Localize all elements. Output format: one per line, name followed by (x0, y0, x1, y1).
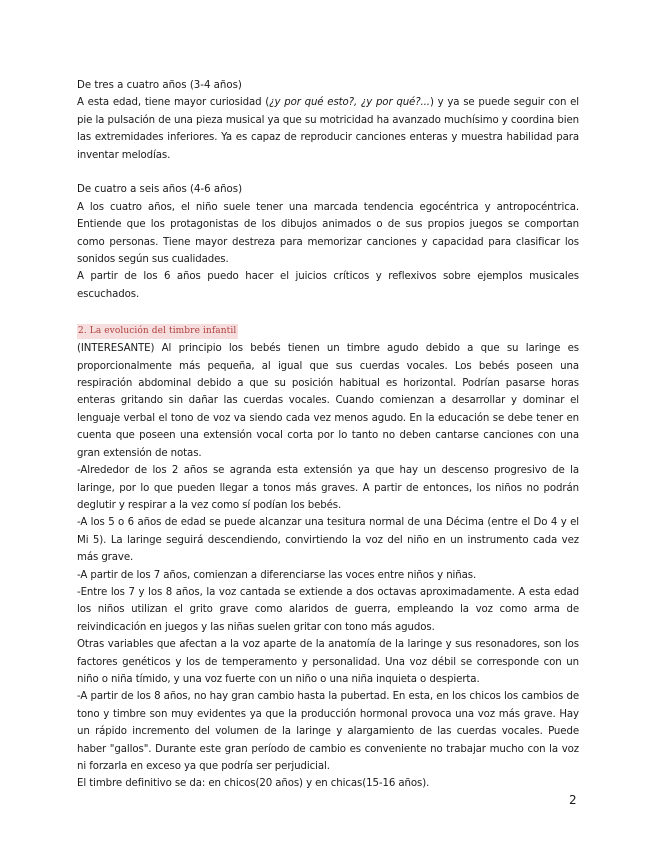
section-heading-wrapper (77, 318, 579, 340)
paragraph-four-six-years: A los cuatro años, el niño suele tener una marcada tendencia egocéntrica y antropocéntrica. Entiende que los protagonistas de los dibujos animados o de sus propios juegos se comportan como personas. Tiene mayor destreza para memorizar canciones y capacidad para clasificar los sonidos según sus cualidades. (77, 201, 579, 266)
text-segment: ) y ya se puede seguir con el pie la pulsación de una pieza musical ya que su motricidad ha avanzado muchísimo y coordina bien las extremidades inferiores. Ya es capaz de reproducir canciones enteras y muestra habilidad para inventar melodías. (77, 97, 579, 161)
text-segment: A esta edad, tiene mayor curiosidad ( (77, 97, 270, 109)
paragraph-timbre-intro: (INTERESANTE) Al principio los bebés tienen un timbre agudo debido a que su laringe es proporcionalmente más pequeña, al igual que sus cuerdas vocales. Los bebés poseen una respiración abdominal debido a que su posición habitual es horizontal. Podrían pasarse horas enteras gritando sin dañar las cuerdas vocales. Cuando comienzan a desarrollar y dominar el lenguaje verbal el tono de voz va siendo cada vez menos agudo. En la educación se debe tener en cuenta que poseen una extensión vocal corta por lo tanto no deben cantarse canciones con una gran extensión de notas. (77, 343, 579, 459)
paragraph-seven-years: -A partir de los 7 años, comienzan a diferenciarse las voces entre niños y niñas. (77, 569, 477, 581)
spacer (77, 164, 579, 181)
paragraph-definitive-timbre: El timbre definitivo se da: en chicos(20 años) y en chicas(15-16 años). (77, 778, 430, 790)
italic-question-text: ¿y por qué esto?, ¿y por qué?... (269, 97, 430, 109)
section-heading-timbre: 2. La evolución del timbre infantil (77, 324, 238, 339)
heading-four-six-years: De cuatro a seis años (4-6 años) (77, 184, 243, 196)
paragraph-eight-years-puberty: -A partir de los 8 años, no hay gran cambio hasta la pubertad. En esta, en los chicos los cambios de tono y timbre son muy evidentes ya que la producción hormonal provoca una voz más grave. Hay un rápido incremento del volumen de la laringe y alargamiento de las cuerdas vocales. Puede haber "gallos". Durante este gran período de cambio es conveniente no trabajar mucho con la voz ni forzarla en exceso ya que podría ser perjudicial. (77, 691, 579, 773)
heading-three-four-years: De tres a cuatro años (3-4 años) (77, 80, 242, 91)
spacer (77, 303, 579, 318)
document-page (77, 77, 579, 793)
paragraph-five-six-years: -A los 5 o 6 años de edad se puede alcanzar una tesitura normal de una Décima (entre el Do 4 y el Mi 5). La laringe seguirá descendiendo, convirtiendo la voz del niño en un instrumento cada vez más grave. (77, 517, 579, 564)
paragraph-six-years-critical: A partir de los 6 años puedo hacer el juicios críticos y reflexivos sobre ejemplos musicales escuchados. (77, 271, 579, 300)
page-number: 2 (569, 793, 577, 807)
paragraph-three-four-years (77, 94, 579, 164)
paragraph-other-variables: Otras variables que afectan a la voz aparte de la anatomía de la laringe y sus resonadores, son los factores genéticos y los de temperamento y personalidad. Una voz débil se corresponde con un niño o niña tímido, y una voz fuerte con un niño o una niña inquieta o despierta. (77, 639, 579, 685)
paragraph-two-years: -Alrededor de los 2 años se agranda esta extensión ya que hay un descenso progresivo de la laringe, por lo que pueden llegar a tonos más graves. A partir de entonces, los niños no podrán deglutir y respirar a la vez como sí podían los bebés. (77, 465, 579, 511)
paragraph-seven-eight-years: -Entre los 7 y los 8 años, la voz cantada se extiende a dos octavas aproximadamente. A esta edad los niños utilizan el grito grave como alaridos de guerra, empleando la voz como arma de reivindicación en juegos y las niñas suelen gritar con tono más agudos. (77, 586, 579, 633)
